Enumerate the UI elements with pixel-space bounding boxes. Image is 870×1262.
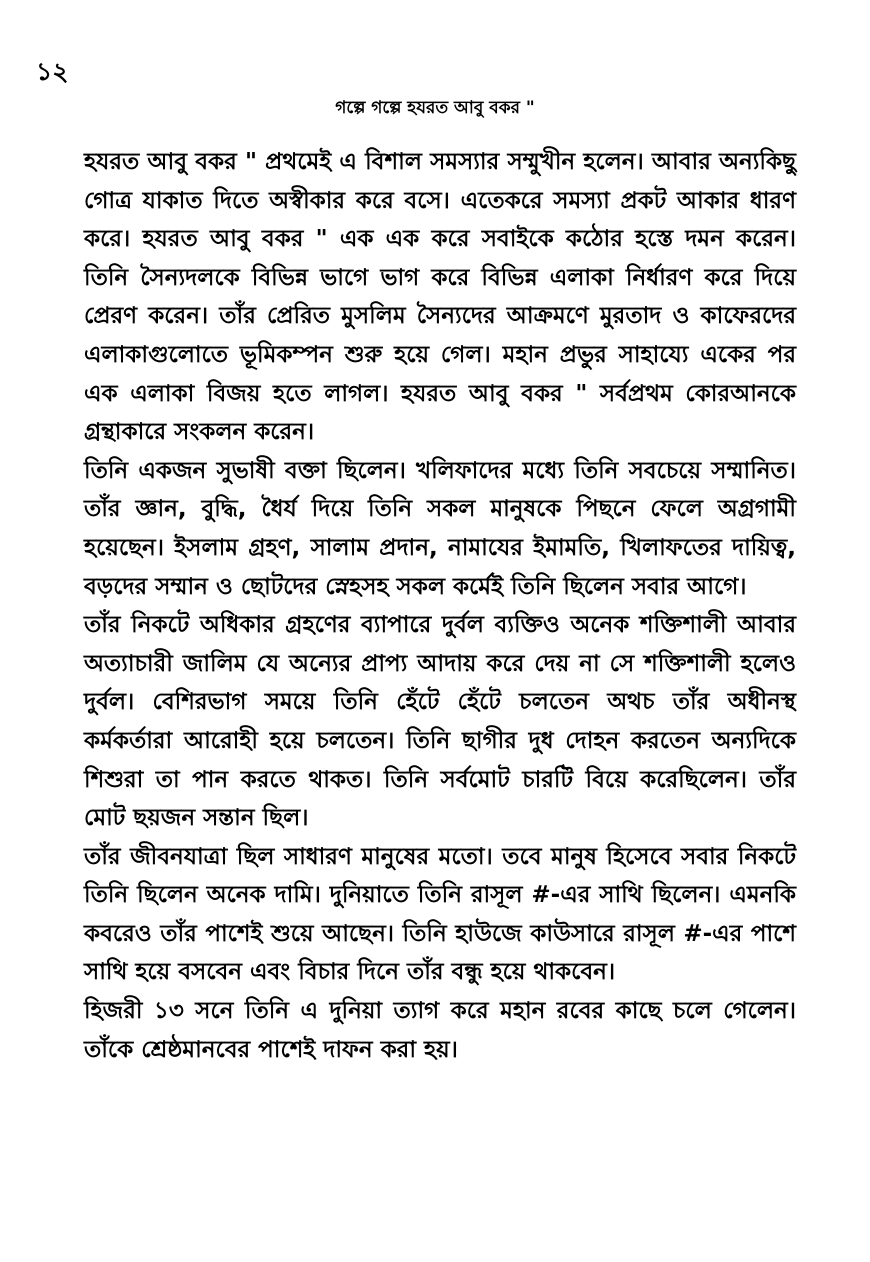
running-header: গল্পে গল্পে হযরত আবু বকর ": [335, 98, 535, 118]
body-text: [84, 143, 796, 1069]
paragraph-5: হিজরী ১৩ সনে তিনি এ দুনিয়া ত্যাগ করে মহান রবের কাছে চলে গেলেন। তাঁকে শ্রেষ্ঠমানবের পাশেই দাফন করা হয়।: [84, 998, 796, 1063]
paragraph-1: হযরত আবু বকর " প্রথমেই এ বিশাল সমস্যার সম্মুখীন হলেন। আবার অন্যকিছু গোত্র যাকাত দিতে অস্বীকার করে বসে। এতেকরে সমস্যা প্রকট আকার ধারণ করে। হযরত আবু বকর " এক এক করে সবাইকে কঠোর হস্তে দমন করেন। তিনি সৈন্যদলকে বিভিন্ন ভাগে ভাগ করে বিভিন্ন এলাকা নির্ধারণ করে দিয়ে প্রেরণ করেন। তাঁর প্রেরিত মুসলিম সৈন্যদের আক্রমণে মুরতাদ ও কাফেরদের এলাকাগুলোতে ভূমিকম্পন শুরু হয়ে গেল। মহান প্রভুর সাহায্যে একের পর এক এলাকা বিজয় হতে লাগল। হযরত আবু বকর " সর্বপ্রথম কোরআনকে গ্রন্থাকারে সংকলন করেন।: [84, 149, 796, 446]
paragraph-3: তাঁর নিকটে অধিকার গ্রহণের ব্যাপারে দুর্বল ব্যক্তিও অনেক শক্তিশালী আবার অত্যাচারী জালিম যে অন্যের প্রাপ্য আদায় করে দেয় না সে শক্তিশালী হলেও দুর্বল। বেশিরভাগ সময়ে তিনি হেঁটে হেঁটে চলতেন অথচ তাঁর অধীনস্থ কর্মকর্তারা আরোহী হয়ে চলতেন। তিনি ছাগীর দুধ দোহন করতেন অন্যদিকে শিশুরা তা পান করতে থাকত। তিনি সর্বমোট চারটি বিয়ে করেছিলেন। তাঁর মোট ছয়জন সন্তান ছিল।: [84, 612, 796, 832]
paragraph-2: তিনি একজন সুভাষী বক্তা ছিলেন। খলিফাদের মধ্যে তিনি সবচেয়ে সম্মানিত। তাঁর জ্ঞান, বুদ্ধি, ধৈর্য দিয়ে তিনি সকল মানুষকে পিছনে ফেলে অগ্রগামী হয়েছেন। ইসলাম গ্রহণ, সালাম প্রদান, নামাযের ইমামতি, খিলাফতের দায়িত্ব, বড়দের সম্মান ও ছোটদের স্নেহসহ সকল কর্মেই তিনি ছিলেন সবার আগে।: [84, 457, 796, 600]
page-number: ১২: [36, 57, 69, 86]
paragraph-4: তাঁর জীবনযাত্রা ছিল সাধারণ মানুষের মতো। তবে মানুষ হিসেবে সবার নিকটে তিনি ছিলেন অনেক দামি। দুনিয়াতে তিনি রাসূল #-এর সাথি ছিলেন। এমনকি কবরেও তাঁর পাশেই শুয়ে আছেন। তিনি হাউজে কাউসারে রাসূল #-এর পাশে সাথি হয়ে বসবেন এবং বিচার দিনে তাঁর বন্ধু হয়ে থাকবেন।: [84, 843, 796, 986]
